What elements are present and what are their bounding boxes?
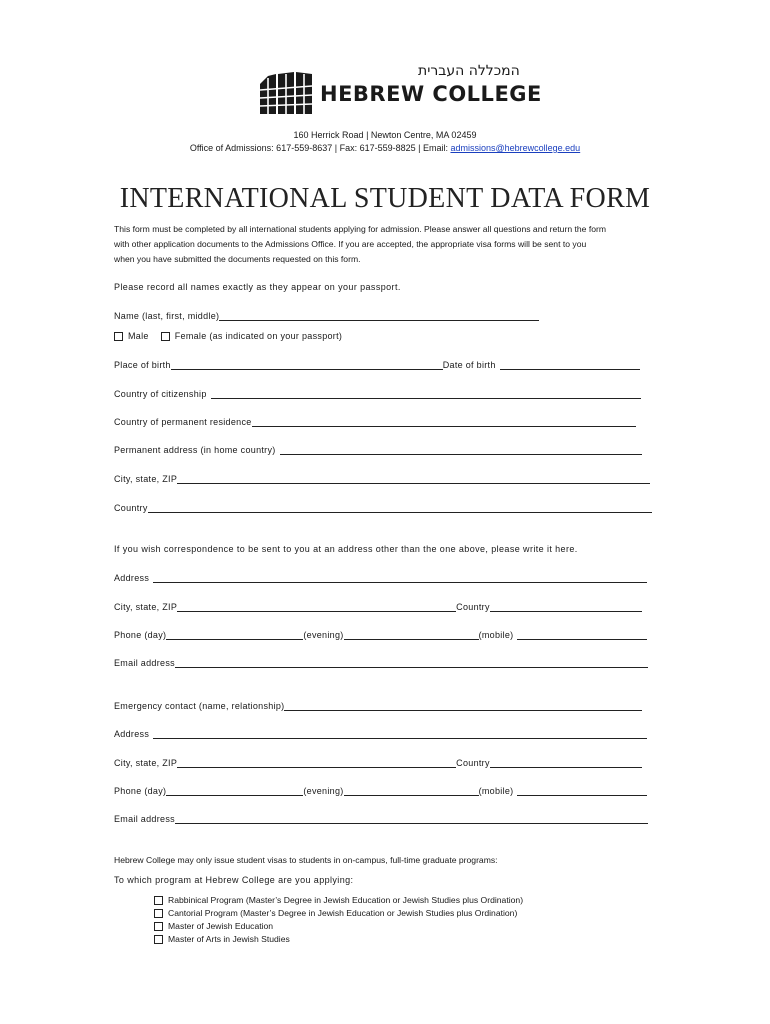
emergency-email-label: Email address [114,814,175,824]
corr-city-input-line[interactable] [177,601,456,612]
corr-phone-evening-label: (evening) [303,630,344,640]
place-of-birth-label: Place of birth [114,360,171,370]
emergency-phone-day-input-line[interactable] [166,785,303,796]
date-of-birth-label: Date of birth [442,360,496,370]
name-row [114,310,539,321]
program-label: Cantorial Program (Master’s Degree in Jewish Education or Jewish Studies plus Ordination) [168,908,518,918]
corr-email-row [114,657,648,668]
correspondence-note: If you wish correspondence to be sent to you at an address other than the one above, please write it here. [114,544,578,554]
name-label: Name (last, first, middle) [114,311,220,321]
emergency-email-row [114,813,648,824]
program-label: Rabbinical Program (Master’s Degree in Jewish Education or Jewish Studies plus Ordination) [168,895,524,905]
perm-address-input-line[interactable] [280,444,642,455]
program-option [154,934,290,944]
male-checkbox[interactable] [114,332,123,341]
perm-address-label: Permanent address (in home country) [114,445,276,455]
residence-input-line[interactable] [252,416,636,427]
residence-row [114,416,636,427]
citizenship-row [114,388,641,399]
city-row [114,473,650,484]
residence-label: Country of permanent residence [114,417,252,427]
program-question: To which program at Hebrew College are you applying: [114,875,354,885]
logo-hebrew-text: המכללה העברית [418,63,520,79]
corr-address-row [114,572,647,583]
logo-text: HEBREW COLLEGE [320,82,542,106]
country-label: Country [114,503,148,513]
college-address: 160 Herrick Road | Newton Centre, MA 02459 [293,130,477,140]
emergency-city-label: City, state, ZIP [114,758,178,768]
emergency-city-row [114,757,642,768]
form-title: INTERNATIONAL STUDENT DATA FORM [119,183,651,214]
program-option [154,895,523,905]
emergency-contact-label: Emergency contact (name, relationship) [114,701,285,711]
rabbinical-checkbox[interactable] [154,896,163,905]
visa-note: Hebrew College may only issue student visas to students in on-campus, full-time graduate programs: [114,855,498,865]
corr-phone-evening-input-line[interactable] [344,629,479,640]
corr-phone-day-input-line[interactable] [166,629,303,640]
office-contact-text: Office of Admissions: 617-559-8637 | Fax: 617-559-8825 | Email: [189,143,451,153]
intro-line: This form must be completed by all international students applying for admission. Please answer all questions and return the form [114,224,607,234]
emergency-phone-evening-label: (evening) [303,786,344,796]
place-of-birth-input-line[interactable] [171,359,443,370]
corr-country-input-line[interactable] [490,601,642,612]
corr-email-label: Email address [114,658,175,668]
corr-country-label: Country [456,602,490,612]
emergency-phone-mobile-label: (mobile) [478,786,514,796]
jewish-education-checkbox[interactable] [154,922,163,931]
emergency-phone-evening-input-line[interactable] [344,785,479,796]
emergency-email-input-line[interactable] [175,813,648,824]
emergency-address-label: Address [114,729,150,739]
corr-phone-row [114,629,647,640]
program-label: Master of Arts in Jewish Studies [168,934,290,944]
emergency-country-input-line[interactable] [490,757,642,768]
birth-row [114,359,640,370]
citizenship-input-line[interactable] [211,388,641,399]
city-label: City, state, ZIP [114,474,178,484]
building-logo-icon [258,70,314,116]
intro-line: with other application documents to the Admissions Office. If you are accepted, the appropriate visa forms will be sent to you [114,239,587,249]
program-option [154,921,273,931]
emergency-city-input-line[interactable] [177,757,456,768]
passport-note: Please record all names exactly as they appear on your passport. [114,282,401,292]
hebrew-college-logo [258,63,542,118]
emergency-phone-row [114,785,647,796]
male-label: Male [128,331,149,341]
corr-city-label: City, state, ZIP [114,602,178,612]
perm-address-row [114,444,642,455]
date-of-birth-input-line[interactable] [500,359,640,370]
corr-phone-mobile-input-line[interactable] [517,629,647,640]
female-label: Female (as indicated on your passport) [174,331,343,341]
emergency-country-label: Country [456,758,490,768]
country-input-line[interactable] [148,502,652,513]
jewish-studies-checkbox[interactable] [154,935,163,944]
program-option [154,908,517,918]
intro-paragraph [114,222,654,267]
cantorial-checkbox[interactable] [154,909,163,918]
country-row [114,502,652,513]
intro-line: when you have submitted the documents requested on this form. [114,254,361,264]
emergency-contact-row [114,700,642,711]
emergency-phone-mobile-input-line[interactable] [517,785,647,796]
program-label: Master of Jewish Education [168,921,274,931]
gender-row [114,331,342,341]
emergency-phone-day-label: Phone (day) [114,786,167,796]
female-checkbox[interactable] [161,332,170,341]
emergency-address-input-line[interactable] [153,728,647,739]
corr-city-row [114,601,642,612]
emergency-address-row [114,728,647,739]
corr-phone-day-label: Phone (day) [114,630,167,640]
corr-email-input-line[interactable] [175,657,648,668]
name-input-line[interactable] [219,310,539,321]
corr-phone-mobile-label: (mobile) [478,630,514,640]
corr-address-label: Address [114,573,150,583]
emergency-contact-input-line[interactable] [284,700,642,711]
corr-address-input-line[interactable] [153,572,647,583]
office-contact [0,143,770,153]
city-input-line[interactable] [177,473,650,484]
citizenship-label: Country of citizenship [114,389,207,399]
admissions-email-link[interactable]: admissions@hebrewcollege.edu [450,143,581,153]
